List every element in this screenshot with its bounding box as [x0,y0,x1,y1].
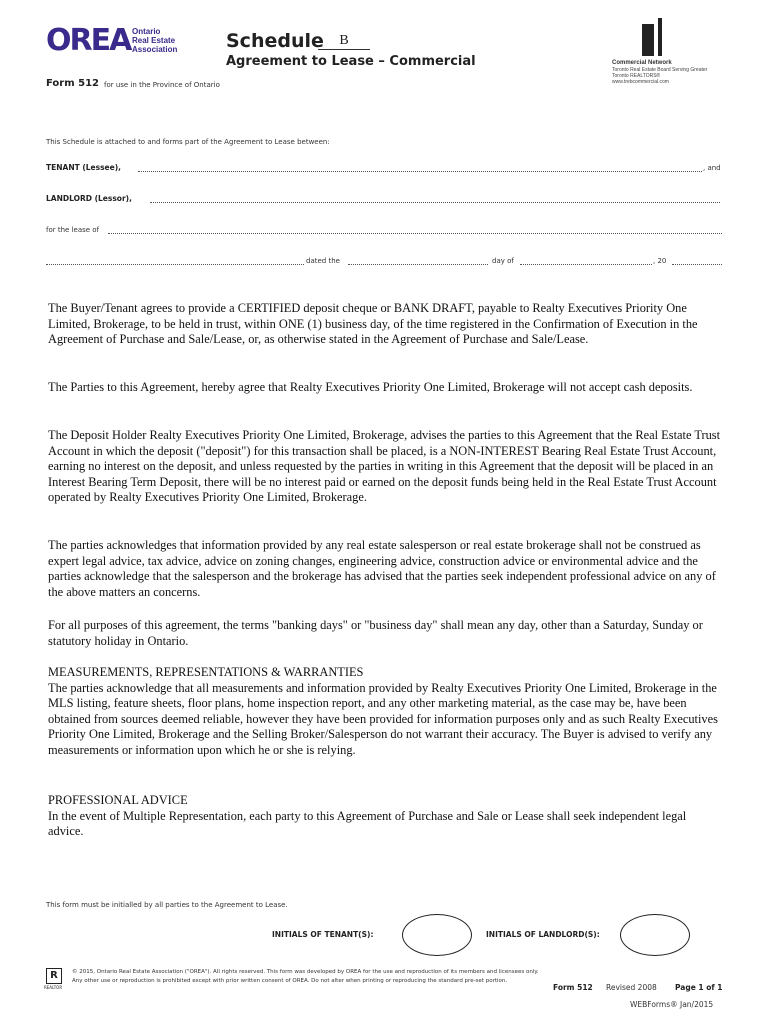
initials-tenant-label: INITIALS OF TENANT(S): [272,930,374,939]
landlord-label: LANDLORD (Lessor), [46,194,132,203]
orea-logo [46,23,178,58]
network-logo-subtitle: Toronto Real Estate Board Serving Greater Toronto REALTORS® www.trebcommercial.com [612,67,708,85]
orea-logo-line: Real Estate [132,36,176,45]
date-month-input[interactable] [520,264,652,265]
date-year-input[interactable] [672,264,722,265]
network-logo-title: Commercial Network [612,60,672,66]
copyright-notice: © 2015, Ontario Real Estate Association ("OREA"). All rights reserved. This form was developed by OREA for the use and reproduction of its members and licensees only. Any other use or reproduction is prohibited except with prior written consent of OREA. Do not alter when printing or reproducing the standard pre-set portion. [72,969,539,984]
date-day-input[interactable] [348,264,488,265]
professional-section [48,793,722,840]
orea-logo-line: Association [132,45,178,54]
dated-label: dated the [306,257,340,265]
day-of-label: day of [492,257,514,265]
professional-heading: PROFESSIONAL ADVICE [48,793,188,807]
tenant-initials-oval[interactable] [402,914,472,956]
form-number: Form 512 [46,78,100,89]
orea-logo-text: OREA [46,23,131,58]
commercial-network-logo [612,16,712,86]
schedule-letter-field[interactable]: B [318,33,370,50]
advice-paragraph: The parties acknowledges that information provided by any real estate salesperson or real estate brokerage shall not be construed as expert legal advice, tax advice, advice on zoning changes, engineering advice, construction advice or environmental advice and the parties acknowledge that the salesperson and the brokerage has advised that the parties seek independent professional advice on any of the above matters an concerns. [48,538,716,599]
realtor-text: REALTOR [44,985,63,990]
revised-date: Revised 2008 [606,983,657,992]
realtor-icon: R [46,968,62,984]
footer-form-number: Form 512 [553,983,593,992]
page-number: Page 1 of 1 [675,983,723,992]
banking-days-paragraph: For all purposes of this agreement, the terms "banking days" or "business day" shall mean any day, other than a Saturday, Sunday or statutory holiday in Ontario. [48,618,703,648]
tenant-suffix: , and [703,164,721,172]
intro-text: This Schedule is attached to and forms part of the Agreement to Lease between: [46,138,330,146]
landlord-initials-oval[interactable] [620,914,690,956]
tenant-input[interactable] [138,171,702,172]
measurements-text: The parties acknowledge that all measurements and information provided by Realty Executives Priority One Limited, Brokerage in the MLS listing, feature sheets, floor plans, home inspection report, and any other marketing material, as the case may be, have been obtained from sources deemed reliable, however they have been provided for information purposes only and as such Realty Executives Priority One Limited, Brokerage and the Selling Broker/Salesperson do not warrant their accuracy. The Buyer is advised to verify any measurements or information upon which he or she is relying. [48,680,718,757]
orea-logo-line: Ontario [132,27,161,36]
professional-text: In the event of Multiple Representation, each party to this Agreement of Purchase and Sale or Lease shall seek independent legal advice. [48,808,687,839]
schedule-title: Schedule [226,30,324,52]
lease-premises-input-2[interactable] [46,264,304,265]
lease-premises-input[interactable] [108,233,722,234]
initials-landlord-label: INITIALS OF LANDLORD(S): [486,930,600,939]
initial-note: This form must be initialled by all parties to the Agreement to Lease. [46,901,288,909]
cash-deposit-paragraph: The Parties to this Agreement, hereby agree that Realty Executives Priority One Limited, Brokerage will not accept cash deposits. [48,380,693,394]
tenant-label: TENANT (Lessee), [46,163,121,172]
measurements-section [48,665,722,759]
agreement-title: Agreement to Lease – Commercial [226,54,476,69]
landlord-input[interactable] [150,202,720,203]
deposit-paragraph: The Buyer/Tenant agrees to provide a CERTIFIED deposit cheque or BANK DRAFT, payable to Realty Executives Priority One Limited, Brokerage, to be held in trust, within ONE (1) business day, of the time registered in the Confirmation of Execution in the Agreement of Purchase and Sale/Lease, or, as otherwise stated in the Agreement of Purchase and Sale/Lease. [48,301,698,347]
orea-logo-lines [132,27,177,54]
trust-account-paragraph: The Deposit Holder Realty Executives Priority One Limited, Brokerage, advises the parties to this Agreement that the Real Estate Trust Account in which the deposit ("deposit") for this transaction shall be placed, is a NON-INTEREST Bearing Real Estate Trust Account, earning no interest on the deposit, and unless requested by the parties in writing in this Agreement that the deposit will be placed in an Interest Bearing Term Deposit, there will be no interest paid or earned on the deposit funds being held in the Real Estate Trust Account operated by Realty Executives Priority One Limited, Brokerage. [48,428,721,505]
webforms-label: WEBForms® Jan/2015 [630,1000,714,1009]
lease-label: for the lease of [46,226,100,234]
network-logo-bar [642,24,654,56]
year-label: , 20 [653,257,667,265]
measurements-heading: MEASUREMENTS, REPRESENTATIONS & WARRANTIES [48,665,364,679]
network-logo-bar [658,18,662,56]
form-use-note: for use in the Province of Ontario [104,81,220,89]
